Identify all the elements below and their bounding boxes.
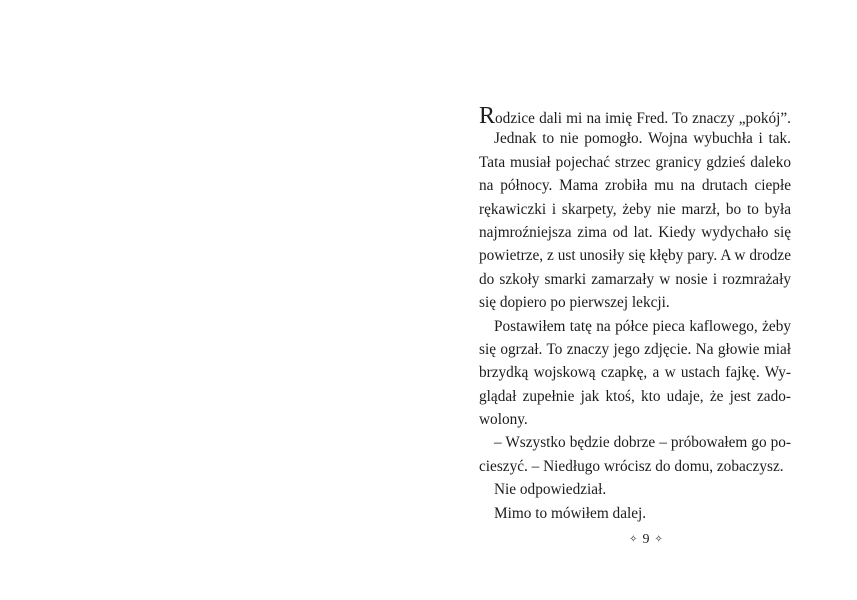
text-line-12: brzydką wojskową czapkę, a w ustach fajkę. Wy- — [479, 364, 791, 382]
drop-cap: R — [479, 103, 496, 129]
text-line-5: rękawiczki i skarpety, żeby nie marzł, bo to była — [479, 200, 791, 218]
text-line-9: się dopiero po pierwszej lekcji. — [479, 294, 670, 312]
text-line-10: Postawiłem tatę na półce pieca kaflowego, żeby — [494, 317, 791, 335]
text-line-6: najmroźniejsza zima od lat. Kiedy wydychało się — [479, 223, 791, 241]
text-line-1: Rodzice dali mi na imię Fred. To znaczy „pokój”. — [479, 103, 791, 129]
ornament-left-icon: ✧ — [629, 534, 638, 546]
page-number — [611, 532, 681, 548]
text-line-16: cieszyć. – Niedługo wrócisz do domu, zobaczysz. — [479, 457, 784, 475]
right-page — [428, 0, 857, 600]
left-page-blank — [0, 0, 428, 600]
text-line-7: powietrze, z ust unosiły się kłęby pary. A w drodze — [479, 247, 791, 265]
ornament-right-icon: ✧ — [654, 534, 663, 546]
text-line-14: wolony. — [479, 411, 528, 429]
text-line-18: Mimo to mówiłem dalej. — [494, 504, 647, 522]
text-line-2: Jednak to nie pomogło. Wojna wybuchła i tak. — [494, 130, 791, 148]
text-line-3: Tata musiał pojechać strzec granicy gdzieś daleko — [479, 153, 791, 171]
text-line-8: do szkoły smarki zamarzały w nosie i rozmrażały — [479, 270, 791, 288]
text-line-13: glądał zupełnie jak ktoś, kto udaje, że jest zado- — [479, 387, 791, 405]
text-line-15: – Wszystko będzie dobrze – próbowałem go po- — [494, 434, 791, 452]
text-line-11: się ogrzał. To znaczy jego zdjęcie. Na głowie miał — [479, 340, 791, 358]
body-text — [479, 104, 791, 525]
text-line-17: Nie odpowiedział. — [494, 481, 607, 499]
text-line-4: na północy. Mama zrobiła mu na drutach ciepłe — [479, 177, 791, 195]
page-number-value: 9 — [642, 532, 650, 547]
